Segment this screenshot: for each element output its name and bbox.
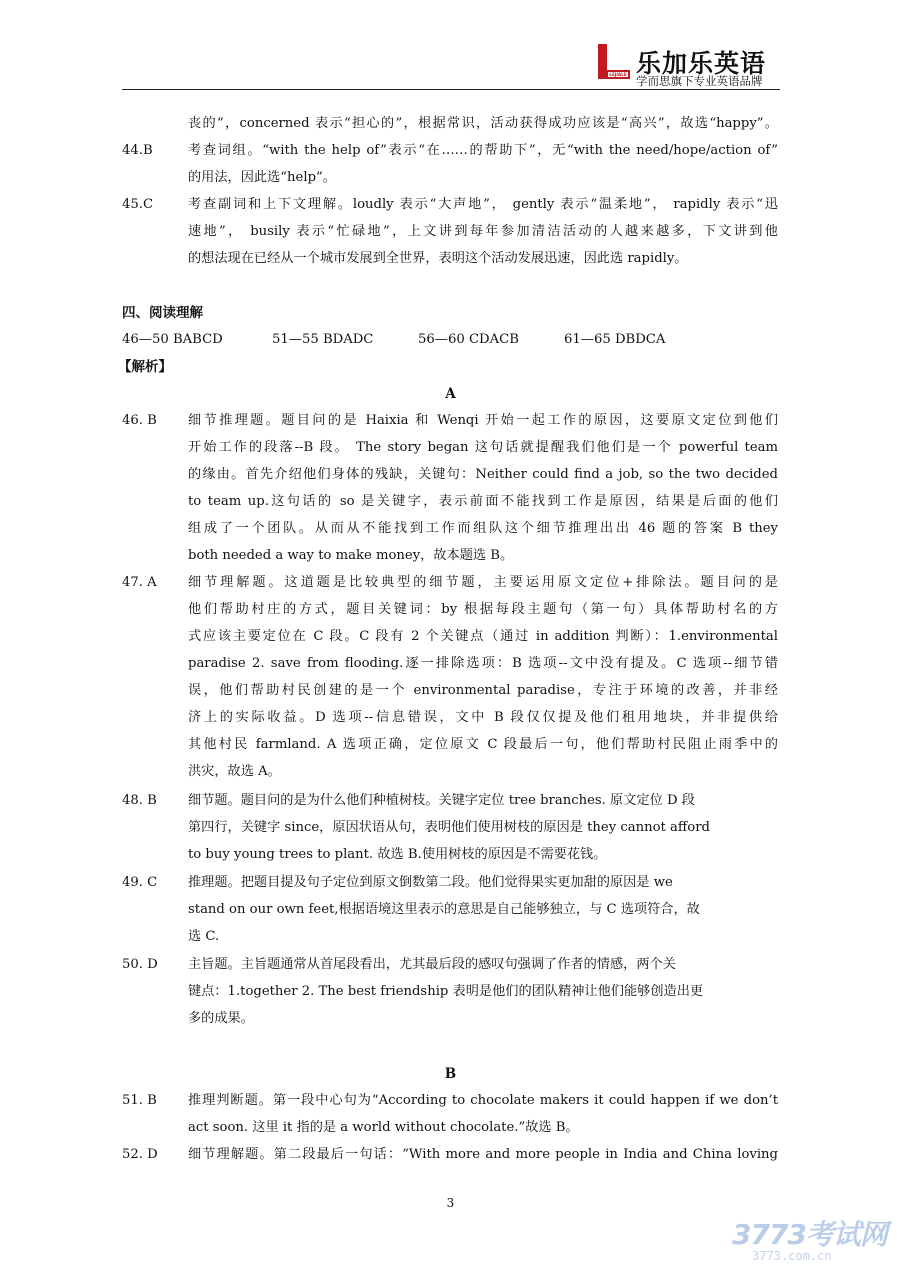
logo-l-mark-icon: [592, 42, 636, 86]
question-label-49: 49. C: [122, 875, 158, 890]
watermark-url: 3773.com.cn: [752, 1249, 832, 1263]
text-line: 推理题。把题目提及句子定位到原文倒数第二段。他们觉得果实更加甜的原因是 we: [188, 875, 673, 890]
svg-text:LEJIALE: LEJIALE: [609, 72, 627, 78]
page-number: 3: [446, 1196, 455, 1210]
text-line: 误，他们帮助村民创建的是一个 environmental paradise，专注于环境的改善，并非经: [188, 683, 778, 698]
text-line: 他们帮助村庄的方式，题目关键词：by 根据每段主题句（第一句）具体帮助村名的方: [188, 602, 778, 617]
answer-key-61-65: 61—65 DBDCA: [564, 332, 666, 347]
watermark: [732, 1213, 892, 1268]
text-line: 的缘由。首先介绍他们身体的残缺，关键句：Neither could find a job, so the two decided: [188, 467, 778, 482]
brand-logo: [592, 42, 780, 88]
question-label-50: 50. D: [122, 957, 158, 972]
logo-title: 乐加乐英语: [636, 49, 767, 78]
section-title: 四、阅读理解: [122, 305, 203, 321]
text-line: 第四行，关键字 since，原因状语从句，表明他们使用树枝的原因是 they cannot afford: [188, 820, 710, 835]
answer-key-51-55: 51—55 BDADC: [272, 332, 374, 347]
answer-key-46-50: 46—50 BABCD: [122, 332, 223, 347]
text-line: 组成了一个团队。从而从不能找到工作而组队这个细节推理出出 46 题的答案 B they: [188, 521, 778, 536]
question-label-46: 46. B: [122, 413, 157, 428]
part-a-heading: A: [445, 386, 456, 402]
text-line: 的想法现在已经从一个城市发展到全世界，表明这个活动发展迅速，因此选 rapidly。: [188, 251, 688, 266]
text-line: 洪灾，故选 A。: [188, 764, 281, 779]
text-line: 考查副词和上下文理解。loudly 表示“大声地”， gently 表示“温柔地”， rapidly 表示“迅: [188, 197, 778, 212]
logo-slogan: 学而思旗下专业英语品牌: [636, 74, 763, 88]
text-line: 细节题。题目问的是为什么他们种植树枝。关键字定位 tree branches. 原文定位 D 段: [188, 793, 695, 808]
text-line: 的用法，因此选“help”。: [188, 170, 336, 185]
analysis-label: 【解析】: [118, 359, 172, 375]
watermark-brand: 3773考试网: [732, 1218, 887, 1251]
text-line: 式应该主要定位在 C 段。C 段有 2 个关键点（通过 in addition 判断）：1.environmental: [188, 629, 778, 644]
text-line: 键点：1.together 2. The best friendship 表明是他们的团队精神让他们能够创造出更: [188, 984, 704, 999]
text-line: 多的成果。: [188, 1011, 254, 1026]
question-label-44: 44.B: [122, 143, 153, 158]
answer-key-56-60: 56—60 CDACB: [418, 332, 519, 347]
question-label-45: 45.C: [122, 197, 154, 212]
question-label-52: 52. D: [122, 1147, 158, 1162]
text-line: 其他村民 farmland. A 选项正确，定位原文 C 段最后一句，他们帮助村民阻止雨季中的: [188, 737, 778, 752]
text-line: 济上的实际收益。D 选项--信息错误，文中 B 段仅仅提及他们租用地块，并非提供给: [188, 710, 778, 725]
text-line: both needed a way to make money，故本题选 B。: [188, 548, 514, 563]
text-line: paradise 2. save from flooding.逐一排除选项：B 选项--文中没有提及。C 选项--细节错: [188, 656, 778, 671]
question-label-51: 51. B: [122, 1093, 157, 1108]
part-b-heading: B: [444, 1066, 457, 1082]
text-line: act soon. 这里 it 指的是 a world without chocolate.”故选 B。: [188, 1120, 579, 1135]
text-line: 细节推理题。题目问的是 Haixia 和 Wenqi 开始一起工作的原因，这要原文定位到他们: [188, 413, 778, 428]
text-line: to buy young trees to plant. 故选 B.使用树枝的原因是不需要花钱。: [188, 847, 607, 862]
question-label-48: 48. B: [122, 793, 157, 808]
header-divider: [122, 89, 780, 90]
text-line: 考查词组。“with the help of”表示“在……的帮助下”，无“with the need/hope/action of”: [188, 143, 778, 158]
text-line: 速地”， busily 表示“忙碌地”，上文讲到每年参加清洁活动的人越来越多，下文讲到他: [188, 224, 778, 239]
text-line: stand on our own feet,根据语境这里表示的意思是自己能够独立，与 C 选项符合，故: [188, 902, 700, 917]
text-line: 推理判断题。第一段中心句为“According to chocolate makers it could happen if we don’t: [188, 1093, 778, 1108]
question-label-47: 47. A: [122, 575, 157, 590]
text-line: 细节理解题。第二段最后一句话：“With more and more people in India and China loving: [188, 1147, 778, 1162]
text-line: 丧的”，concerned 表示“担心的”，根据常识，活动获得成功应该是“高兴”，故选“happy”。: [188, 116, 778, 131]
text-line: to team up.这句话的 so 是关键字，表示前面不能找到工作是原因，结果是后面的他们: [188, 494, 778, 509]
text-line: 选 C.: [188, 929, 220, 944]
text-line: 开始工作的段落--B 段。 The story began 这句话就提醒我们他们是一个 powerful team: [188, 440, 778, 455]
text-line: 主旨题。主旨题通常从首尾段看出，尤其最后段的感叹句强调了作者的情感，两个关: [188, 957, 676, 972]
text-line: 细节理解题。这道题是比较典型的细节题，主要运用原文定位+排除法。题目问的是: [188, 575, 778, 590]
